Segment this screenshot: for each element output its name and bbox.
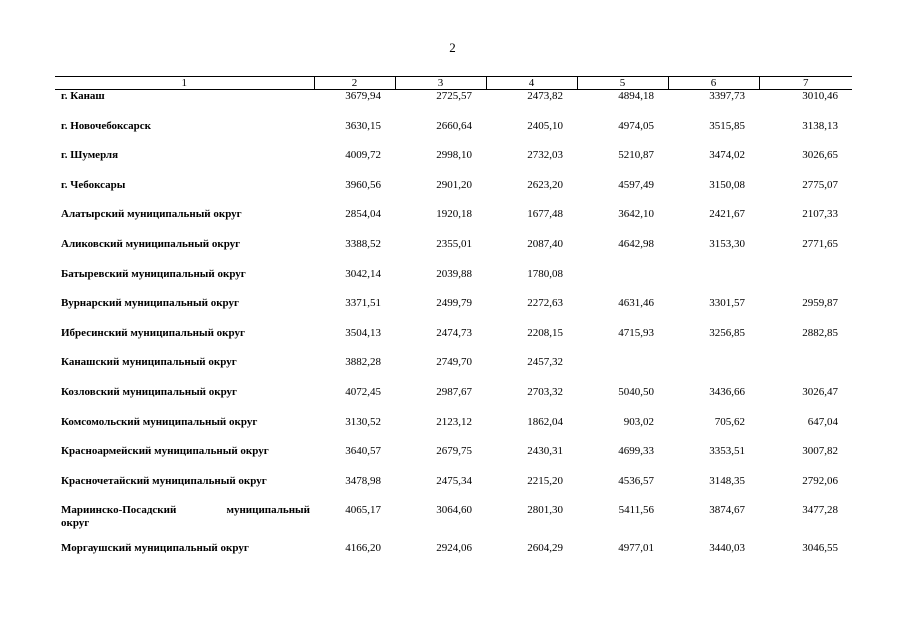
- cell-value: 5210,87: [618, 149, 654, 162]
- cell-value: 2703,32: [527, 385, 563, 398]
- cell-value: 3353,51: [709, 445, 745, 458]
- table-row: [55, 90, 852, 120]
- cell-value: 2854,04: [345, 208, 381, 221]
- cell-value: 3150,08: [709, 178, 745, 191]
- cell-value: 4894,18: [618, 90, 654, 102]
- page-number: 2: [449, 40, 456, 55]
- table-row: [55, 208, 852, 238]
- cell-value: 3874,67: [709, 504, 745, 517]
- cell-value: 903,02: [623, 415, 654, 428]
- cell-value: 2272,63: [527, 297, 563, 310]
- cell-value: 3440,03: [709, 542, 745, 555]
- row-name: Комсомольский муниципальный округ: [61, 415, 258, 428]
- cell-value: [759, 356, 852, 386]
- row-name: Красночетайский муниципальный округ: [61, 474, 267, 487]
- header-cell-5: 5: [577, 77, 668, 90]
- cell-value: [577, 356, 668, 386]
- cell-value: 2215,20: [527, 474, 563, 487]
- cell-value: 1920,18: [436, 208, 472, 221]
- cell-value: 2039,88: [436, 267, 472, 280]
- cell-value: 3388,52: [345, 237, 381, 250]
- cell-value: 2355,01: [436, 237, 472, 250]
- cell-value: 3397,73: [709, 90, 745, 102]
- cell-value: 4642,98: [618, 237, 654, 250]
- table-row: [55, 327, 852, 357]
- cell-value: 3153,30: [709, 237, 745, 250]
- cell-value: 3007,82: [802, 445, 838, 458]
- header-cell-3: 3: [395, 77, 486, 90]
- cell-value: 3504,13: [345, 326, 381, 339]
- cell-value: 3630,15: [345, 119, 381, 132]
- cell-value: 3515,85: [709, 119, 745, 132]
- cell-value: 2660,64: [436, 119, 472, 132]
- row-name: Козловский муниципальный округ: [61, 385, 238, 398]
- cell-value: 2457,32: [527, 356, 563, 369]
- row-name: г. Канаш: [61, 90, 105, 102]
- cell-value: 2208,15: [527, 326, 563, 339]
- cell-value: 5411,56: [618, 504, 654, 517]
- cell-value: 2475,34: [436, 474, 472, 487]
- cell-value: 1862,04: [527, 415, 563, 428]
- row-name: Ибресинский муниципальный округ: [61, 326, 245, 339]
- cell-value: 2732,03: [527, 149, 563, 162]
- table-row: [55, 120, 852, 150]
- cell-value: 4009,72: [345, 149, 381, 162]
- row-name-line-2: округ: [61, 517, 90, 530]
- row-name: г. Шумерля: [61, 149, 119, 162]
- cell-value: 3371,51: [345, 297, 381, 310]
- row-name: Красноармейский муниципальный округ: [61, 445, 269, 458]
- row-name: Вурнарский муниципальный округ: [61, 297, 239, 310]
- cell-value: 5040,50: [618, 385, 654, 398]
- header-row: [55, 77, 852, 90]
- table-row: [55, 356, 852, 386]
- cell-value: 3640,57: [345, 445, 381, 458]
- table-row: [55, 416, 852, 446]
- cell-value: 4974,05: [618, 119, 654, 132]
- cell-value: 2123,12: [436, 415, 472, 428]
- cell-value: 2775,07: [802, 178, 838, 191]
- cell-value: 4536,57: [618, 474, 654, 487]
- row-name: Канашский муниципальный округ: [61, 356, 237, 369]
- header-cell-4: 4: [486, 77, 577, 90]
- row-name-line-1: Мариинско-Посадский муниципальный: [61, 504, 310, 517]
- cell-value: [577, 268, 668, 298]
- cell-value: 3046,55: [802, 542, 838, 555]
- cell-value: [759, 268, 852, 298]
- row-name: Аликовский муниципальный округ: [61, 237, 241, 250]
- cell-value: 3478,98: [345, 474, 381, 487]
- table-row: [55, 542, 852, 572]
- row-name: г. Новочебоксарск: [61, 119, 151, 132]
- cell-value: 3010,46: [802, 90, 838, 102]
- cell-value: 3042,14: [345, 267, 381, 280]
- table-row: [55, 268, 852, 298]
- cell-value: 4977,01: [618, 542, 654, 555]
- cell-value: 3148,35: [709, 474, 745, 487]
- cell-value: 2405,10: [527, 119, 563, 132]
- cell-value: 705,62: [714, 415, 745, 428]
- cell-value: 2792,06: [802, 474, 838, 487]
- cell-value: 2987,67: [436, 385, 472, 398]
- cell-value: 3256,85: [709, 326, 745, 339]
- cell-value: 647,04: [807, 415, 838, 428]
- cell-value: 2725,57: [436, 90, 472, 102]
- header-cell-1: 1: [55, 77, 314, 90]
- cell-value: 2959,87: [802, 297, 838, 310]
- cell-value: 2771,65: [802, 237, 838, 250]
- row-name: Алатырский муниципальный округ: [61, 208, 242, 221]
- cell-value: 3679,94: [345, 90, 381, 102]
- cell-value: 4715,93: [618, 326, 654, 339]
- cell-value: 2901,20: [436, 178, 472, 191]
- cell-value: 3026,65: [802, 149, 838, 162]
- cell-value: 2474,73: [436, 326, 472, 339]
- cell-value: 4597,49: [618, 178, 654, 191]
- cell-value: 4699,33: [618, 445, 654, 458]
- row-name: г. Чебоксары: [61, 178, 126, 191]
- cell-value: 2623,20: [527, 178, 563, 191]
- cell-value: 3064,60: [436, 504, 472, 517]
- table-row: [55, 238, 852, 268]
- cell-value: 2998,10: [436, 149, 472, 162]
- cell-value: 4065,17: [345, 504, 381, 517]
- row-name: [55, 504, 314, 542]
- table-row: [55, 445, 852, 475]
- table-row: [55, 386, 852, 416]
- cell-value: 2499,79: [436, 297, 472, 310]
- row-name: Батыревский муниципальный округ: [61, 267, 246, 280]
- table-row: [55, 504, 852, 542]
- header-cell-2: 2: [314, 77, 395, 90]
- cell-value: 3474,02: [709, 149, 745, 162]
- cell-value: 2882,85: [802, 326, 838, 339]
- cell-value: 4072,45: [345, 385, 381, 398]
- table-row: [55, 179, 852, 209]
- cell-value: 2421,67: [709, 208, 745, 221]
- cell-value: 3138,13: [802, 119, 838, 132]
- table-row: [55, 149, 852, 179]
- cell-value: 4631,46: [618, 297, 654, 310]
- cell-value: 2924,06: [436, 542, 472, 555]
- cell-value: 3436,66: [709, 385, 745, 398]
- cell-value: 1677,48: [527, 208, 563, 221]
- cell-value: 3960,56: [345, 178, 381, 191]
- cell-value: 3026,47: [802, 385, 838, 398]
- cell-value: 3130,52: [345, 415, 381, 428]
- cell-value: 1780,08: [527, 267, 563, 280]
- cell-value: 2473,82: [527, 90, 563, 102]
- cell-value: 3477,28: [802, 504, 838, 517]
- cell-value: 2604,29: [527, 542, 563, 555]
- table-row: [55, 475, 852, 505]
- header-cell-6: 6: [668, 77, 759, 90]
- cell-value: [668, 268, 759, 298]
- data-table: [55, 76, 852, 572]
- cell-value: 2749,70: [436, 356, 472, 369]
- table-row: [55, 297, 852, 327]
- cell-value: 3882,28: [345, 356, 381, 369]
- cell-value: 2107,33: [802, 208, 838, 221]
- cell-value: 2679,75: [436, 445, 472, 458]
- cell-value: [668, 356, 759, 386]
- cell-value: 3301,57: [709, 297, 745, 310]
- cell-value: 3642,10: [618, 208, 654, 221]
- cell-value: 2801,30: [527, 504, 563, 517]
- cell-value: 4166,20: [345, 542, 381, 555]
- header-cell-7: 7: [759, 77, 852, 90]
- row-name: Моргаушский муниципальный округ: [61, 542, 249, 555]
- cell-value: 2087,40: [527, 237, 563, 250]
- cell-value: 2430,31: [527, 445, 563, 458]
